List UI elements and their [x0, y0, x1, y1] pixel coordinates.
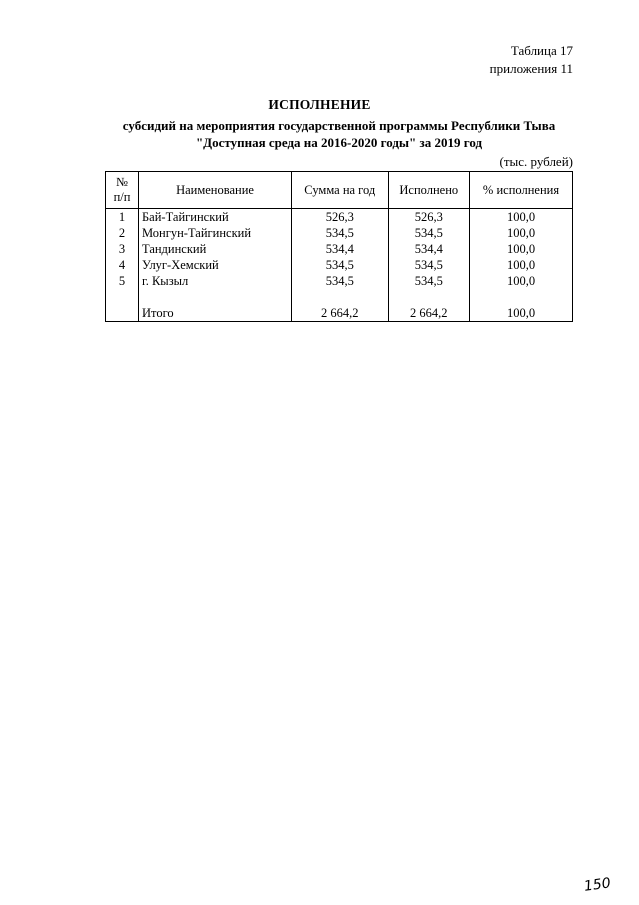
row-name: Тандинский: [139, 241, 292, 257]
row-percent: 100,0: [470, 257, 573, 273]
row-annual: 534,5: [292, 273, 389, 289]
appendix-reference: приложения 11: [489, 61, 573, 76]
table-row: [106, 273, 573, 289]
row-number: 1: [106, 209, 139, 226]
table-row: [106, 209, 573, 226]
header-percent: % исполнения: [470, 172, 573, 209]
table-reference: Таблица 17: [510, 43, 573, 58]
row-percent: 100,0: [470, 209, 573, 226]
row-name: г. Кызыл: [139, 273, 292, 289]
table-total-row: [106, 305, 573, 322]
row-percent: 100,0: [470, 241, 573, 257]
row-executed: 534,4: [388, 241, 469, 257]
row-number: 4: [106, 257, 139, 273]
row-executed: 526,3: [388, 209, 469, 226]
row-name: Бай-Тайгинский: [139, 209, 292, 226]
document-subtitle-line1: субсидий на мероприятия государственной программы Республики Тыва: [122, 118, 556, 133]
row-executed: 534,5: [388, 225, 469, 241]
header-executed: Исполнено: [388, 172, 469, 209]
row-annual: 534,4: [292, 241, 389, 257]
table-spacer-row: [106, 289, 573, 305]
total-percent: 100,0: [470, 305, 573, 322]
header-number: [106, 172, 139, 209]
row-annual: 534,5: [292, 225, 389, 241]
total-label: Итого: [139, 305, 292, 322]
header-name: Наименование: [139, 172, 292, 209]
units-note: (тыс. рублей): [499, 154, 573, 169]
row-executed: 534,5: [388, 273, 469, 289]
execution-table: [105, 171, 573, 322]
total-annual: 2 664,2: [292, 305, 389, 322]
document-subtitle-line2: "Доступная среда на 2016-2020 годы" за 2019 год: [195, 135, 483, 150]
table-row: [106, 225, 573, 241]
row-percent: 100,0: [470, 225, 573, 241]
row-annual: 526,3: [292, 209, 389, 226]
row-name: Монгун-Тайгинский: [139, 225, 292, 241]
table-header-row: [106, 172, 573, 209]
table-row: [106, 241, 573, 257]
row-percent: 100,0: [470, 273, 573, 289]
header-annual: Сумма на год: [292, 172, 389, 209]
header-number-line2: п/п: [113, 190, 131, 204]
row-number: 5: [106, 273, 139, 289]
row-number: 3: [106, 241, 139, 257]
document-title: ИСПОЛНЕНИЕ: [268, 97, 371, 112]
header-number-line1: №: [116, 175, 128, 189]
row-executed: 534,5: [388, 257, 469, 273]
total-executed: 2 664,2: [388, 305, 469, 322]
page-number: 150: [583, 875, 612, 895]
row-name: Улуг-Хемский: [139, 257, 292, 273]
row-number: 2: [106, 225, 139, 241]
row-annual: 534,5: [292, 257, 389, 273]
table-row: [106, 257, 573, 273]
